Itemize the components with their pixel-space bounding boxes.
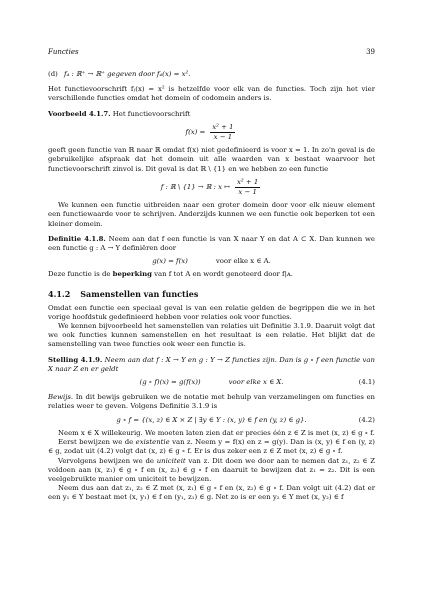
- section-number: 4.1.2: [48, 288, 71, 299]
- header-chapter: Functies: [48, 48, 79, 56]
- proof-paragraph-4: Neem dus aan dat z₁, z₂ ∈ Z met (x, z₁) ∈ g ∘ f en (x, z₂) ∈ g ∘ f. Dan volgt uit (4.2) dat er een y₁ ∈ Y bestaat met (x, y₁) ∈ f en (y₁, z₁) ∈ g. Net zo is er een y₂ ∈ Y met (x, y₂) ∈ f: [48, 484, 375, 502]
- section-heading: [48, 289, 375, 300]
- example-label: Voorbeeld 4.1.7.: [48, 109, 111, 118]
- fraction-numerator: x² + 1: [210, 123, 235, 133]
- formula-lhs: f(x) =: [185, 127, 206, 136]
- running-header: [48, 48, 375, 58]
- example-after: We kunnen een functie uitbreiden naar een groter domein door voor elk nieuw element een functiewaarde voor te schrijven. Anderzijds kunnen we een functie ook beperken tot een kleiner domein.: [48, 201, 375, 228]
- proof-p2-em: existentie: [135, 438, 170, 447]
- map-lhs: f : ℝ \ {1} → ℝ : x ↦: [160, 182, 231, 191]
- equation-4-1-tag: (4.1): [358, 378, 375, 387]
- intro-paragraph: Het functievoorschrift fⱼ(x) = x² is hetzelfde voor elk van de functies. Toch zijn het vier verschillende functies omdat het domein of codomein anders is.: [48, 85, 375, 103]
- definition-term: beperking: [112, 270, 152, 279]
- definition-after-pre: Deze functie is de: [48, 270, 113, 279]
- example-paragraph: geeft geen functie van ℝ naar ℝ omdat f(x) niet gedefinieerd is voor x = 1. In zo'n geval is de gebruikelijke afspraak dat het domein uit alle waarden van x bestaat waarvoor het functievoorschrift zinvol is. Dit geval is dat ℝ \ {1} en we hebben zo een functie: [48, 146, 375, 173]
- fraction-denominator: x − 1: [213, 133, 233, 142]
- theorem-text: Neem aan dat f : X → Y en g : Y → Z functies zijn. Dan is g ∘ f een functie van X naar Z en er geldt: [48, 355, 375, 373]
- proof-p3-post: van z. Dit doen we door aan te nemen dat z₁, z₂ ∈ Z voldoen aan (x, z₁) ∈ g ∘ f en (x, z₂) ∈ g ∘ f en daaruit te bewijzen dat z₁ = z₂. Dit is een veelgebruikte manier om uniciteit te bewijzen.: [48, 456, 375, 483]
- map-numerator: x² + 1: [235, 178, 260, 188]
- theorem-label: Stelling 4.1.9.: [48, 355, 103, 364]
- definition-label: Definitie 4.1.8.: [48, 234, 106, 243]
- page-number: 39: [366, 48, 375, 56]
- equation-4-2-tag: (4.2): [358, 415, 375, 424]
- example-formula: [48, 123, 375, 142]
- definition-after-post: van f tot A en wordt genoteerd door f|ᴀ.: [151, 270, 293, 279]
- definition-after: [48, 270, 375, 279]
- definition-display-rhs: voor elke x ∈ A.: [215, 257, 271, 266]
- example-map: [48, 178, 375, 197]
- example-lead: Het functievoorschrift: [112, 109, 191, 118]
- equation-4-2: [48, 416, 375, 425]
- definition-display: [48, 257, 375, 266]
- section-paragraph-1: Omdat een functie een speciaal geval is van een relatie gelden de begrippen die we in het vorige hoofdstuk gedefinieerd hebben voor relaties ook voor functies.: [48, 303, 375, 321]
- proof-intro: [48, 393, 375, 411]
- proof-paragraph-3: [48, 457, 375, 485]
- item-d-text: f₄ : ℝ⁺ → ℝ⁺ gegeven door f₄(x) = x².: [64, 70, 191, 78]
- definition: [48, 235, 375, 253]
- theorem: [48, 356, 375, 374]
- proof-intro-text: In dit bewijs gebruiken we de notatie met behulp van verzamelingen om functies en relaties weer te geven. Volgens Definitie 3.1.9 is: [48, 393, 375, 411]
- map-denominator: x − 1: [238, 188, 257, 197]
- proof-p3-em: uniciteit: [156, 456, 186, 465]
- proof-paragraph-1: Neem x ∈ X willekeurig. We moeten laten zien dat er precies één z ∈ Z is met (x, z) ∈ g ∘ f.: [58, 428, 375, 437]
- equation-4-1-lhs: (g ∘ f)(x) = g(f(x)): [139, 378, 201, 387]
- proof-label: Bewijs.: [48, 393, 74, 402]
- example-heading: [48, 110, 375, 119]
- section-paragraph-2: We kennen bijvoorbeeld het samenstellen van relaties uit Definitie 3.1.9. Daaruit volgt dat we ook functies kunnen samenstellen en het resultaat is een relatie. Het blijkt dat de samenstelling van twee functies ook weer een functie is.: [48, 322, 375, 349]
- item-d: [48, 70, 375, 79]
- map-fraction: [235, 178, 260, 197]
- equation-4-1: [48, 378, 375, 387]
- proof-p2-pre: Eerst bewijzen we de: [58, 438, 136, 447]
- equation-4-2-body: g ∘ f = {(x, z) ∈ X × Z | ∃y ∈ Y : (x, y) ∈ f en (y, z) ∈ g}.: [116, 415, 307, 424]
- proof-p3-pre: Vervolgens bewijzen we de: [58, 456, 157, 465]
- proof-p2-post: van z. Neem y = f(x) en z = g(y). Dan is (x, y) ∈ f en (y, z) ∈ g, zodat uit (4.2) volgt dat (x, z) ∈ g ∘ f. Er is dus zeker een z ∈ Z met (x, z) ∈ g ∘ f.: [48, 438, 375, 456]
- equation-4-1-rhs: voor elke x ∈ X.: [228, 378, 284, 387]
- section-title: Samenstellen van functies: [80, 288, 199, 299]
- page-body: [48, 70, 375, 503]
- formula-fraction: [210, 123, 235, 142]
- definition-display-lhs: g(x) = f(x): [152, 257, 188, 266]
- definition-text: Neem aan dat f een functie is van X naar Y en dat A ⊂ X. Dan kunnen we een functie g : A → Y definiëren door: [48, 234, 375, 253]
- proof-paragraph-2: [48, 438, 375, 456]
- item-d-label: (d): [48, 70, 58, 78]
